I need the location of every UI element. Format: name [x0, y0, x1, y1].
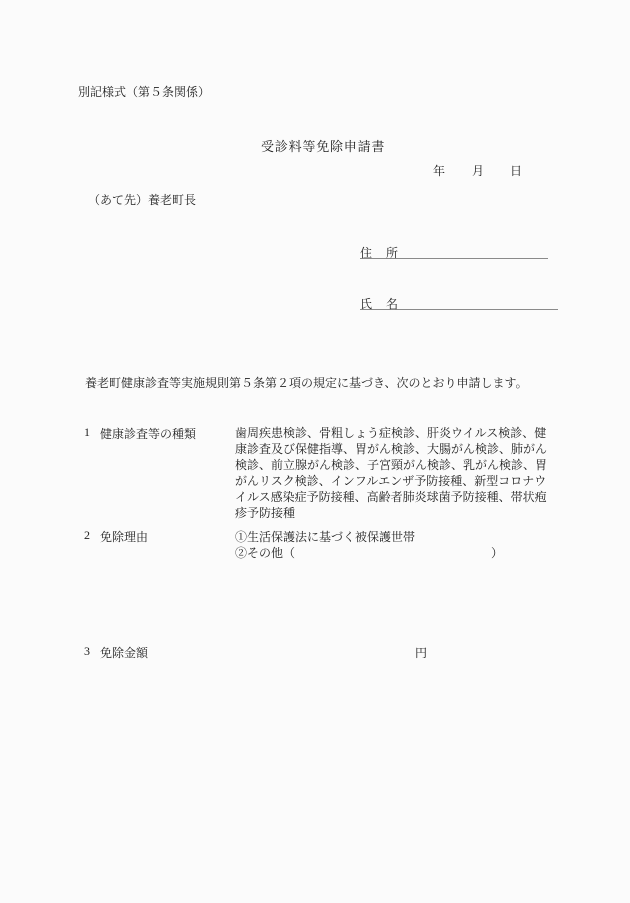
- date-line: [433, 162, 528, 177]
- addressee-line: （あて先）養老町長: [88, 193, 197, 207]
- date-day-label: 日: [510, 164, 523, 178]
- item2-number: 2: [84, 528, 90, 542]
- item1-value-line: がんリスク検診、インフルエンザ予防接種、新型コロナウ: [235, 474, 547, 488]
- item3-yen-unit: 円: [415, 646, 428, 660]
- address-field-line: [360, 244, 548, 259]
- document-title: 受診料等免除申請書: [261, 139, 386, 154]
- date-month-label: 月: [472, 164, 485, 178]
- name-label: 氏 名: [360, 297, 400, 311]
- item1-value-line: 康診査及び保健指導、胃がん検診、大腸がん検診、肺がん: [235, 442, 548, 456]
- item1-value-line: 歯周疾患検診、骨粗しょう症検診、肝炎ウイルス検診、健: [235, 426, 547, 440]
- name-field-line: [360, 295, 558, 310]
- item1-value: [235, 425, 555, 521]
- item2-reason-2-close-paren: ）: [491, 546, 504, 560]
- item2-reason-2-prefix: ②その他（: [235, 546, 296, 560]
- item2-reason-2: [235, 544, 505, 559]
- item1-number: 1: [84, 425, 90, 439]
- item2-label: 免除理由: [100, 530, 149, 544]
- item1-value-line: イルス感染症予防接種、高齢者肺炎球菌予防接種、帯状疱: [235, 490, 547, 504]
- address-label: 住 所: [360, 246, 400, 260]
- date-year-label: 年: [433, 164, 446, 178]
- form-style-note: 別記様式（第５条関係）: [78, 85, 211, 99]
- item1-value-line: 疹予防接種: [235, 506, 296, 520]
- item2-reason-1: ①生活保護法に基づく被保護世帯: [235, 530, 416, 544]
- application-statement: 養老町健康診査等実施規則第５条第２項の規定に基づき、次のとおり申請します。: [85, 376, 528, 390]
- item1-label: 健康診査等の種類: [100, 427, 197, 441]
- item3-number: 3: [84, 644, 90, 658]
- item1-value-line: 検診、前立腺がん検診、子宮頸がん検診、乳がん検診、胃: [235, 458, 548, 472]
- item3-label: 免除金額: [100, 646, 149, 660]
